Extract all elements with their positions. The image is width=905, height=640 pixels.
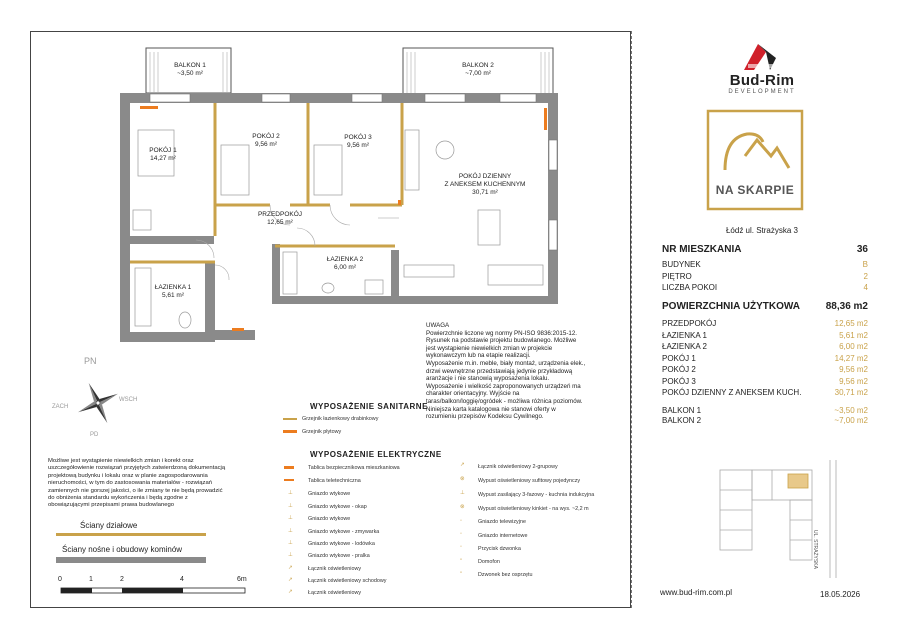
electrical-item: Dzwonek bez osprzętu xyxy=(478,572,533,578)
room-row: POKÓJ 3 9,56 m2 xyxy=(662,376,868,386)
room-row: POKÓJ 1 14,27 m2 xyxy=(662,353,868,363)
room-areas xyxy=(662,318,868,399)
pokoj1-name: POKÓJ 1 xyxy=(149,147,177,154)
brand-sub: DEVELOPMENT xyxy=(728,89,796,95)
socket-icon: ⊥ xyxy=(288,515,293,521)
scale-tick-0: 0 xyxy=(58,576,62,583)
lazienka1-name: ŁAZIENKA 1 xyxy=(154,284,192,291)
compass-s: PD xyxy=(90,432,99,438)
electrical-item: Łącznik oświetleniowy 2-grupowy xyxy=(478,464,558,470)
room-row: PRZEDPOKÓJ 12,65 m2 xyxy=(662,319,868,328)
usable-area-label: POWIERZCHNIA UŻYTKOWA xyxy=(662,301,800,312)
switch-icon: ↗ xyxy=(288,565,293,571)
wall-light-icon: ⊗ xyxy=(460,504,465,510)
electrical-item: Łącznik oświetleniowy schodowy xyxy=(308,578,387,584)
apartment-number-label: NR MIESZKANIA xyxy=(662,244,742,255)
pokoj3-name: POKÓJ 3 xyxy=(344,134,372,141)
disclaimer-line: zamiennych nie gorszej jakości, o ile zmiany te nie będą prowadzić xyxy=(48,487,223,494)
scale-tick-4: 4 xyxy=(180,576,184,583)
uwaga-line: drzwi wewnętrzne przedstawiają jedynie przykładową xyxy=(426,367,573,375)
compass-n: PN xyxy=(84,356,97,366)
room-row: ŁAZIENKA 2 6,00 m2 xyxy=(662,342,868,351)
bud-rim-logo-icon xyxy=(740,40,780,72)
electrical-item: Tablica teletechniczna xyxy=(308,478,361,484)
uwaga-line: jest wystąpienie niewielkich zmian w projekcie xyxy=(426,344,553,352)
switch-icon: ↗ xyxy=(288,589,293,595)
intercom-icon: ▫ xyxy=(460,557,462,563)
balcony-row: BALKON 1 ~3,50 m2 xyxy=(662,406,868,415)
panel-radiator-icon xyxy=(283,430,297,433)
disclaimer-line: projektową budynku i lokalu oraz w planie zagospodarowania xyxy=(48,472,208,479)
disclaimer-line: obowiązującymi przepisami prawa budowlanego xyxy=(48,502,175,509)
disclaimer-line: nieruchomości, w tym do zastosowania materiałów - rozwiązań xyxy=(48,480,213,487)
uwaga-line: Wyposażenie i wielkość zaproponowanych urządzeń ma xyxy=(426,382,581,390)
document-date: 18.05.2026 xyxy=(820,590,861,599)
disclaimer-line: Możliwe jest wystąpienie niewielkich zmian i korekt oraz xyxy=(48,458,194,464)
electrical-item: Gniazdo wtykowe xyxy=(308,516,351,522)
compass-e: WSCH xyxy=(119,397,138,403)
electrical-item: Wypust zasilający 3-fazowy - kuchnia indukcyjna xyxy=(478,492,595,498)
info-row: LICZBA POKOI 4 xyxy=(662,283,868,292)
socket-icon: ⊥ xyxy=(288,552,293,558)
scale-tick-1: 1 xyxy=(89,576,93,583)
dzienny-name2: Z ANEKSEM KUCHENNYM xyxy=(444,181,526,188)
fuse-board-icon xyxy=(284,466,294,469)
disclaimer-line: uszczegółowienie rozwiązań przyjętych zatwierdzoną dokumentacją xyxy=(48,465,226,472)
pokoj1-area: 14,27 m² xyxy=(150,155,176,162)
electrical-item: Łącznik oświetleniowy xyxy=(308,566,362,572)
legend-partition-walls: Ściany działowe xyxy=(80,521,138,530)
room-row: POKÓJ 2 9,56 m2 xyxy=(662,365,868,374)
uwaga-line: aranżacje i nie stanowią wyposażenia lokalu. xyxy=(426,375,550,383)
scale-tick-6: 6m xyxy=(237,576,247,583)
balkon2-area: ~7,00 m² xyxy=(465,70,491,77)
electrical-item: Tablica bezpiecznikowa mieszkaniowa xyxy=(308,465,400,471)
switch-icon: ↗ xyxy=(288,577,293,583)
scale-bar xyxy=(60,587,250,595)
balkon1-name: BALKON 1 xyxy=(174,62,206,69)
site-street-label: UL. STRAŻYSKA xyxy=(812,530,818,569)
compass-w: ZACH xyxy=(52,404,69,410)
socket-icon: ⊥ xyxy=(288,528,293,534)
electrical-item: Gniazdo wtykowe - pralka xyxy=(308,553,370,559)
electrical-item: Gniazdo wtykowe xyxy=(308,491,351,497)
sanitary-item: Grzejnik płytowy xyxy=(302,429,342,435)
legend-bearing-swatch xyxy=(56,557,206,563)
socket-icon: ⊥ xyxy=(288,540,293,546)
apartment-number-row xyxy=(662,244,868,258)
ladder-radiator-icon xyxy=(283,418,297,420)
lazienka2-area: 6,00 m² xyxy=(333,264,357,271)
ceiling-light-icon: ⊗ xyxy=(460,476,465,482)
info-row: PIĘTRO 2 xyxy=(662,271,868,281)
pokoj3-area: 9,56 m² xyxy=(346,142,370,149)
switch-2group-icon: ↗ xyxy=(460,462,465,468)
uwaga-title: UWAGA xyxy=(426,322,450,329)
power-outlet-3phase-icon: ⊥ xyxy=(460,490,465,496)
socket-icon: ⊥ xyxy=(288,490,293,496)
electrical-item: Wypust oświetleniowy kinkiet - na wys. ~2,2 m xyxy=(478,506,589,512)
panel-separator xyxy=(631,31,632,608)
uwaga-note xyxy=(426,322,626,421)
pokoj2-area: 9,56 m² xyxy=(254,141,278,148)
lazienka2-name: ŁAZIENKA 2 xyxy=(326,256,364,263)
room-row: POKÓJ DZIENNY Z ANEKSEM KUCH. 30,71 m2 xyxy=(662,388,868,397)
uwaga-line: Niniejsza karta katalogowa nie stanowi oferty w xyxy=(426,405,556,413)
electrical-item: Gniazdo wtykowe - zmywarka xyxy=(308,529,380,535)
electrical-item: Gniazdo telewizyjne xyxy=(478,519,526,525)
electrical-item: Gniazdo internetowe xyxy=(478,533,528,539)
uwaga-line: charakter orientacyjny. Wyjście na xyxy=(426,390,520,398)
sanitary-title: WYPOSAŻENIE SANITARNE xyxy=(310,402,428,411)
tv-socket-icon: ◦ xyxy=(460,518,462,524)
electrical-title: WYPOSAŻENIE ELEKTRYCZNE xyxy=(310,450,442,459)
project-name: NA SKARPIE xyxy=(715,183,795,197)
room-row: ŁAZIENKA 1 5,61 m2 xyxy=(662,330,868,340)
electrical-item: Gniazdo wtykowe - okap xyxy=(308,504,367,510)
scale-tick-2: 2 xyxy=(120,576,124,583)
electrical-item: Przycisk dzwonka xyxy=(478,546,521,552)
pokoj2-name: POKÓJ 2 xyxy=(252,133,280,140)
apartment-info xyxy=(662,259,868,294)
uwaga-line: Rysunek na podstawie projektu budowlanego. Możliwe xyxy=(426,337,577,345)
balkon1-area: ~3,50 m² xyxy=(177,70,203,77)
dzienny-name: POKÓJ DZIENNY xyxy=(458,173,512,180)
disclaimer xyxy=(48,458,273,510)
usable-area-value: 88,36 m2 xyxy=(825,301,868,312)
lazienka1-area: 5,61 m² xyxy=(161,292,185,299)
project-address: Łódź ul. Strażyska 3 xyxy=(725,226,799,235)
uwaga-line: rozumieniu przepisów Kodeksu Cywilnego. xyxy=(426,413,544,421)
uwaga-line: Powierzchnie liczone wg normy PN-ISO 9836:2015-12. xyxy=(426,329,577,337)
uwaga-line: Wyposażenie m.in. meble, biały montaż, urządzenia elek., xyxy=(426,359,586,367)
przedpokoj-name: PRZEDPOKÓJ xyxy=(257,211,303,218)
electrical-item: Domofon xyxy=(478,559,500,565)
doorbell-icon: ▫ xyxy=(460,570,462,576)
usable-area-row xyxy=(662,301,868,315)
telecom-board-icon xyxy=(284,479,294,481)
electrical-item: Gniazdo wtykowe - lodówka xyxy=(308,541,375,547)
legend-bearing-walls: Ściany nośne i obudowy kominów xyxy=(62,545,183,554)
uwaga-line: taras/balkon/loggię/ogródek - możliwa różnica poziomów. xyxy=(426,397,583,405)
apartment-number-value: 36 xyxy=(856,244,868,255)
website[interactable]: www.bud-rim.com.pl xyxy=(660,588,733,597)
dzienny-area: 30,71 m² xyxy=(472,189,498,196)
sanitary-item: Grzejnik łazienkowy drabinkowy xyxy=(302,416,379,422)
przedpokoj-area: 12,65 m² xyxy=(267,219,293,226)
compass-rose-icon xyxy=(70,375,126,431)
balcony-areas xyxy=(662,406,868,426)
uwaga-line: wykonawczym lub na etapie realizacji. xyxy=(426,352,531,360)
internet-socket-icon: ◦ xyxy=(460,531,462,537)
doorbell-button-icon: ◦ xyxy=(460,544,462,550)
legend-partition-swatch xyxy=(56,533,206,536)
disclaimer-line: do obniżenia standardu wykończenia i będą zgodne z xyxy=(48,495,188,502)
balkon2-name: BALKON 2 xyxy=(462,62,494,69)
electrical-item: Łącznik oświetleniowy xyxy=(308,590,362,596)
balcony-row: BALKON 2 ~7,00 m2 xyxy=(662,416,868,425)
site-key-plan xyxy=(712,460,842,578)
electrical-item: Wypust oświetleniowy sufitowy pojedynczy xyxy=(478,478,581,484)
socket-icon: ⊥ xyxy=(288,503,293,509)
info-row: BUDYNEK B xyxy=(662,260,868,269)
brand-name: Bud-Rim xyxy=(729,72,795,89)
